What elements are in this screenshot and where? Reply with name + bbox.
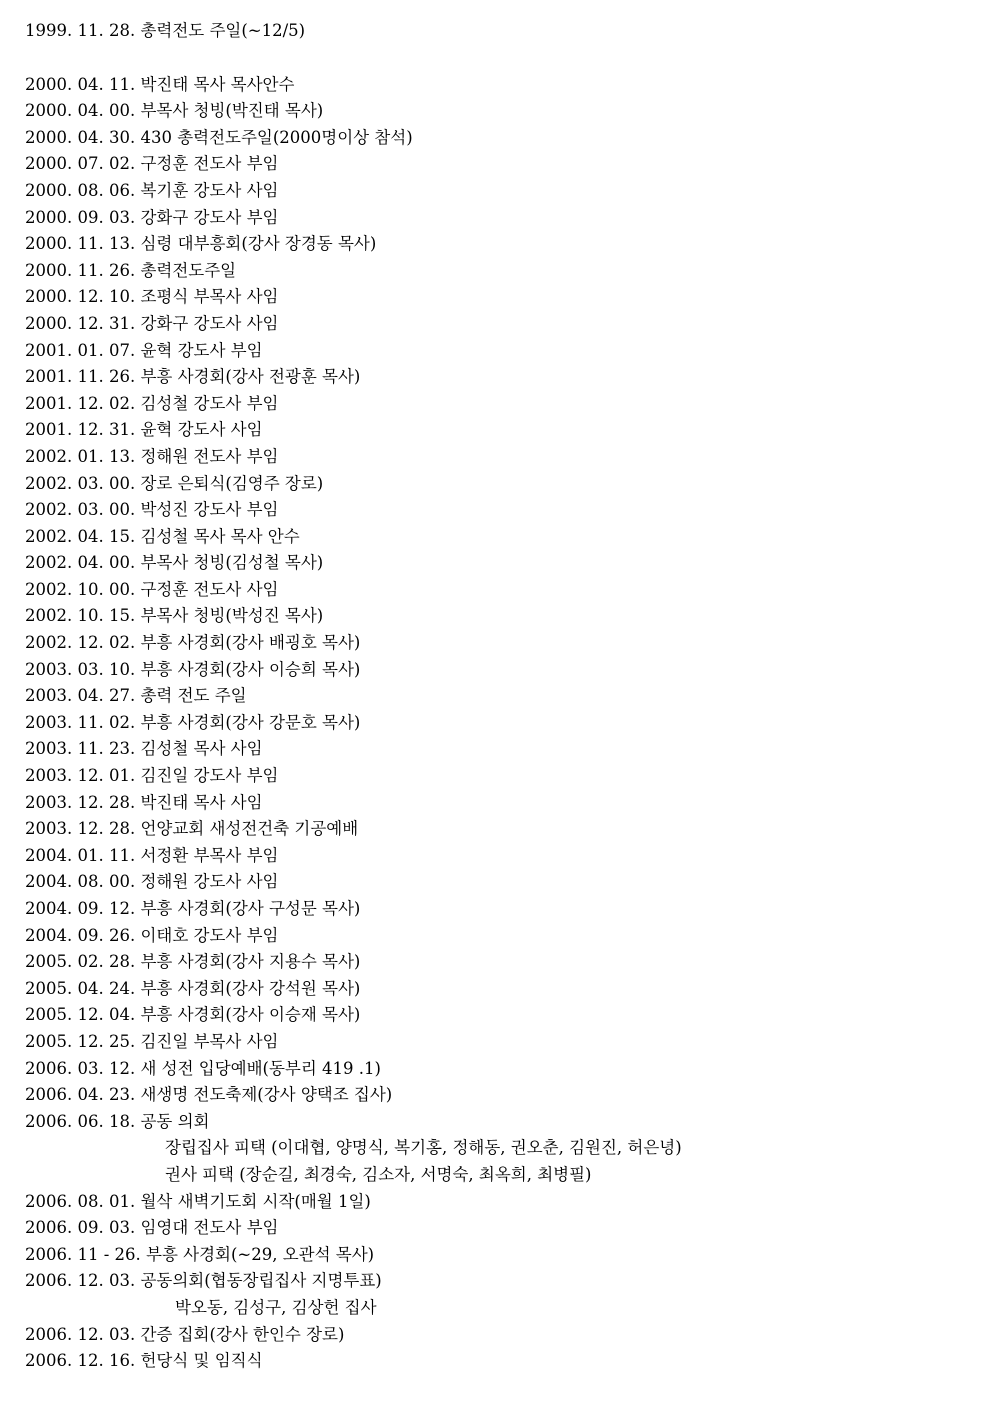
history-entry: 2000. 04. 11. 박진태 목사 목사안수 (25, 74, 295, 94)
history-entry: 2002. 04. 15. 김성철 목사 목사 안수 (25, 526, 300, 546)
history-entry: 2003. 11. 02. 부흥 사경회(강사 강문호 목사) (25, 712, 361, 732)
history-entry: 2006. 11 - 26. 부흥 사경회(~29, 오관석 목사) (25, 1244, 375, 1264)
church-history-list (25, 18, 965, 1375)
history-entry: 2002. 03. 00. 박성진 강도사 부임 (25, 500, 279, 520)
history-entry: 2000. 12. 10. 조평식 부목사 사임 (25, 287, 279, 307)
history-entry: 2003. 12. 01. 김진일 강도사 부임 (25, 766, 279, 786)
history-entry: 2005. 02. 28. 부흥 사경회(강사 지용수 목사) (25, 952, 361, 972)
blank-line (25, 45, 965, 72)
history-entry-continuation: 장립집사 피택 (이대협, 양명식, 복기홍, 정해동, 권오춘, 김원진, 허은녕) (165, 1138, 682, 1158)
history-entry: 2002. 01. 13. 정해원 전도사 부임 (25, 446, 279, 466)
history-entry: 2004. 08. 00. 정해원 강도사 사임 (25, 872, 279, 892)
history-entry: 2005. 12. 04. 부흥 사경회(강사 이승재 목사) (25, 1005, 361, 1025)
history-entry: 1999. 11. 28. 총력전도 주일(~12/5) (25, 21, 306, 40)
history-entry: 2003. 12. 28. 박진태 목사 사임 (25, 792, 263, 812)
history-entry: 2004. 01. 11. 서정환 부목사 부임 (25, 845, 279, 865)
history-entry: 2002. 12. 02. 부흥 사경회(강사 배굉호 목사) (25, 633, 361, 653)
history-entry-continuation: 권사 피택 (장순길, 최경숙, 김소자, 서명숙, 최옥희, 최병필) (165, 1164, 592, 1184)
history-entry: 2003. 11. 23. 김성철 목사 사임 (25, 739, 263, 759)
history-entry: 2000. 09. 03. 강화구 강도사 부임 (25, 207, 279, 227)
history-entry: 2001. 11. 26. 부흥 사경회(강사 전광훈 목사) (25, 367, 361, 387)
history-entry: 2004. 09. 12. 부흥 사경회(강사 구성문 목사) (25, 899, 361, 918)
history-entry: 2006. 12. 16. 헌당식 및 임직식 (25, 1351, 263, 1371)
history-entry: 2006. 12. 03. 공동의회(협동장립집사 지명투표) (25, 1271, 382, 1291)
history-entry: 2000. 04. 30. 430 총력전도주일(2000명이상 참석) (25, 127, 413, 147)
history-entry: 2003. 12. 28. 언양교회 새성전건축 기공예배 (25, 819, 359, 839)
history-entry: 2002. 03. 00. 장로 은퇴식(김영주 장로) (25, 473, 324, 493)
history-entry: 2006. 08. 01. 월삭 새벽기도회 시작(매월 1일) (25, 1191, 371, 1211)
history-entry: 2000. 12. 31. 강화구 강도사 사임 (25, 313, 279, 333)
history-entry: 2001. 01. 07. 윤혁 강도사 부임 (25, 340, 263, 360)
history-entry: 2004. 09. 26. 이태호 강도사 부임 (25, 925, 279, 945)
history-entry-continuation: 박오동, 김성구, 김상헌 집사 (175, 1297, 377, 1317)
history-entry: 2000. 11. 13. 심령 대부흥회(강사 장경동 목사) (25, 234, 377, 254)
history-entry: 2000. 07. 02. 구정훈 전도사 부임 (25, 154, 279, 174)
history-entry: 2006. 09. 03. 임영대 전도사 부임 (25, 1218, 279, 1238)
history-entry: 2006. 03. 12. 새 성전 입당예배(동부리 419 .1) (25, 1058, 381, 1078)
history-entry: 2001. 12. 02. 김성철 강도사 부임 (25, 393, 279, 413)
history-entry: 2000. 04. 00. 부목사 청빙(박진태 목사) (25, 101, 324, 121)
history-entry: 2006. 04. 23. 새생명 전도축제(강사 양택조 집사) (25, 1085, 393, 1105)
history-entry: 2003. 04. 27. 총력 전도 주일 (25, 686, 247, 706)
history-entry: 2002. 10. 00. 구정훈 전도사 사임 (25, 579, 279, 599)
history-entry: 2001. 12. 31. 윤혁 강도사 사임 (25, 420, 263, 440)
history-entry: 2000. 11. 26. 총력전도주일 (25, 260, 237, 280)
history-entry: 2003. 03. 10. 부흥 사경회(강사 이승희 목사) (25, 659, 361, 679)
history-entry: 2006. 06. 18. 공동 의회 (25, 1111, 210, 1131)
history-entry: 2002. 10. 15. 부목사 청빙(박성진 목사) (25, 606, 324, 626)
history-entry: 2006. 12. 03. 간증 집회(강사 한인수 장로) (25, 1324, 345, 1344)
history-entry: 2005. 12. 25. 김진일 부목사 사임 (25, 1031, 279, 1051)
history-entry: 2002. 04. 00. 부목사 청빙(김성철 목사) (25, 553, 324, 573)
history-entry: 2005. 04. 24. 부흥 사경회(강사 강석원 목사) (25, 978, 361, 998)
history-entry: 2000. 08. 06. 복기훈 강도사 사임 (25, 180, 279, 200)
